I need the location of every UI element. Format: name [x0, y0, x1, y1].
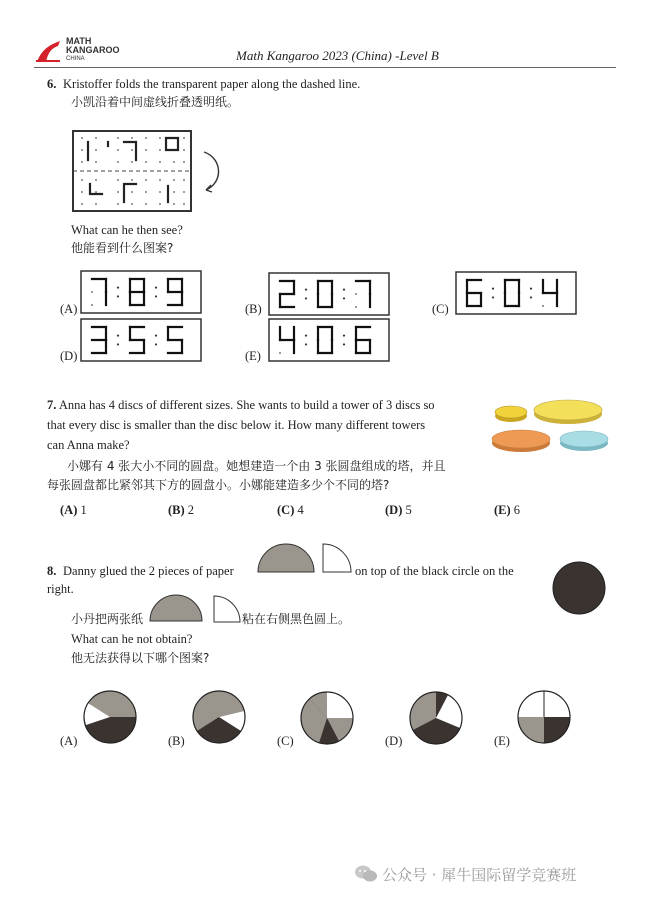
q7-option-c-value: 4: [297, 503, 304, 517]
light-blue-disc: [560, 431, 608, 451]
q7-number: 7.: [47, 398, 57, 412]
q6-option-b-display[interactable]: [268, 272, 390, 316]
header: [0, 0, 649, 70]
page-title: Math Kangaroo 2023 (China) -Level B: [236, 48, 439, 63]
q8-option-e-circle[interactable]: [516, 689, 572, 745]
colon-dot: [343, 343, 345, 345]
colon-dot: [155, 343, 157, 345]
header-rule: [34, 67, 616, 68]
q8-ask-cn: 他无法获得以下哪个图案?: [71, 651, 210, 665]
q8-option-d-label[interactable]: (D): [385, 734, 403, 748]
q7-option-c-label: (C): [277, 503, 295, 517]
orange-disc: [492, 430, 550, 452]
q8-white-quarter-piece-cn: [212, 594, 242, 624]
q6-ask-cn: 他能看到什么图案?: [71, 241, 174, 255]
colon-dot: [305, 288, 307, 290]
colon-dot: [305, 334, 307, 336]
q8-option-b-label[interactable]: (B): [168, 734, 185, 748]
q7-cn-line-1: 小娜有 4 张大小不同的圆盘。她想建造一个由 3 张圆盘组成的塔，并且: [67, 459, 446, 473]
large-yellow-disc: [534, 400, 602, 424]
colon-dot: [530, 287, 532, 289]
q6-text-cn: 小凯沿着中间虚线折叠透明纸。: [71, 95, 240, 109]
q7-option-a[interactable]: [60, 502, 87, 518]
q7-option-e-value: 6: [513, 503, 521, 517]
colon-dot: [305, 297, 307, 299]
colon-dot: [155, 334, 157, 336]
colon-dot: [343, 288, 345, 290]
logo-line-1: MATH: [66, 36, 92, 46]
q7-discs-illustration: [488, 395, 613, 455]
q8-line-1a: Danny glued the 2 pieces of paper: [63, 564, 234, 578]
q6-option-b-label[interactable]: (B): [245, 302, 262, 316]
q7-option-b-label: (B): [168, 503, 185, 517]
q8-cn-1a: 小丹把两张纸: [71, 612, 144, 626]
q7-line-2: that every disc is smaller than the disc below it. How many different towers: [47, 418, 426, 432]
q6-number: 6.: [47, 77, 57, 91]
q7-option-e-label: (E): [494, 503, 511, 517]
q6-option-e-label[interactable]: (E): [245, 349, 261, 363]
q8-option-a-circle[interactable]: [82, 689, 138, 745]
q7-line-3: can Anna make?: [47, 438, 130, 452]
q8-black-circle: [551, 560, 607, 616]
colon-dot: [305, 343, 307, 345]
q8-white-quarter-piece: [321, 542, 353, 574]
colon-dot: [343, 334, 345, 336]
logo-text: [66, 37, 120, 64]
q6-option-a-display[interactable]: [80, 270, 202, 314]
q8-option-c-label[interactable]: (C): [277, 734, 294, 748]
q7-option-b[interactable]: [168, 502, 194, 518]
q8-line-1b: on top of the black circle on the: [355, 564, 514, 578]
q6-ask-en: What can he then see?: [71, 223, 183, 237]
colon-dot: [530, 296, 532, 298]
q7-cn-line-2: 每张圆盘都比紧邻其下方的圆盘小。小娜能建造多少个不同的塔?: [47, 478, 390, 492]
kangaroo-logo-icon: [34, 38, 64, 64]
colon-dot: [155, 295, 157, 297]
q8-option-c-circle[interactable]: [299, 690, 355, 746]
colon-dot: [117, 343, 119, 345]
q6-option-c-label[interactable]: (C): [432, 302, 449, 316]
q7-option-b-value: 2: [187, 503, 195, 517]
colon-dot: [117, 334, 119, 336]
logo-line-3: CHINA: [66, 56, 85, 62]
colon-dot: [492, 296, 494, 298]
small-yellow-disc: [495, 406, 527, 422]
q7-option-a-label: (A): [60, 503, 78, 517]
q8-option-d-circle[interactable]: [408, 690, 464, 746]
q6-transparent-paper: [72, 130, 232, 212]
q8-grey-semicircle-piece: [256, 542, 316, 574]
colon-dot: [117, 295, 119, 297]
q6-option-e-display[interactable]: [268, 318, 390, 362]
watermark-text: 公众号 · 犀牛国际留学竞赛班: [382, 866, 577, 884]
q8-option-e-label[interactable]: (E): [494, 734, 510, 748]
q6-option-d-display[interactable]: [80, 318, 202, 362]
q8-option-b-circle[interactable]: [191, 689, 247, 745]
q7-text-line-1: [47, 397, 435, 413]
q7-option-d-value: 5: [405, 503, 412, 517]
q6-option-d-label[interactable]: (D): [60, 349, 78, 363]
q7-line-1: Anna has 4 discs of different sizes. She wants to build a tower of 3 discs so: [58, 398, 435, 412]
colon-dot: [343, 297, 345, 299]
logo-line-2: KANGAROO: [66, 45, 120, 55]
q6-option-c-display[interactable]: [455, 271, 577, 315]
q8-cn-1b: 粘在右侧黑色圆上。: [242, 612, 351, 626]
q6-option-a-label[interactable]: (A): [60, 302, 78, 316]
colon-dot: [117, 286, 119, 288]
q6-text-en: Kristoffer folds the transparent paper along the dashed line.: [63, 77, 361, 91]
q8-grey-semicircle-piece-cn: [148, 593, 204, 623]
q7-option-d[interactable]: [385, 502, 412, 518]
q7-option-a-value: 1: [80, 503, 87, 517]
q7-option-c[interactable]: [277, 502, 304, 518]
wechat-icon: [354, 864, 378, 884]
q7-option-d-label: (D): [385, 503, 403, 517]
q8-ask-en: What can he not obtain?: [71, 632, 193, 646]
q8-line-2: right.: [47, 582, 74, 596]
q7-option-e[interactable]: [494, 502, 520, 518]
q8-number: 8.: [47, 564, 57, 578]
colon-dot: [155, 286, 157, 288]
colon-dot: [492, 287, 494, 289]
q8-option-a-label[interactable]: (A): [60, 734, 78, 748]
